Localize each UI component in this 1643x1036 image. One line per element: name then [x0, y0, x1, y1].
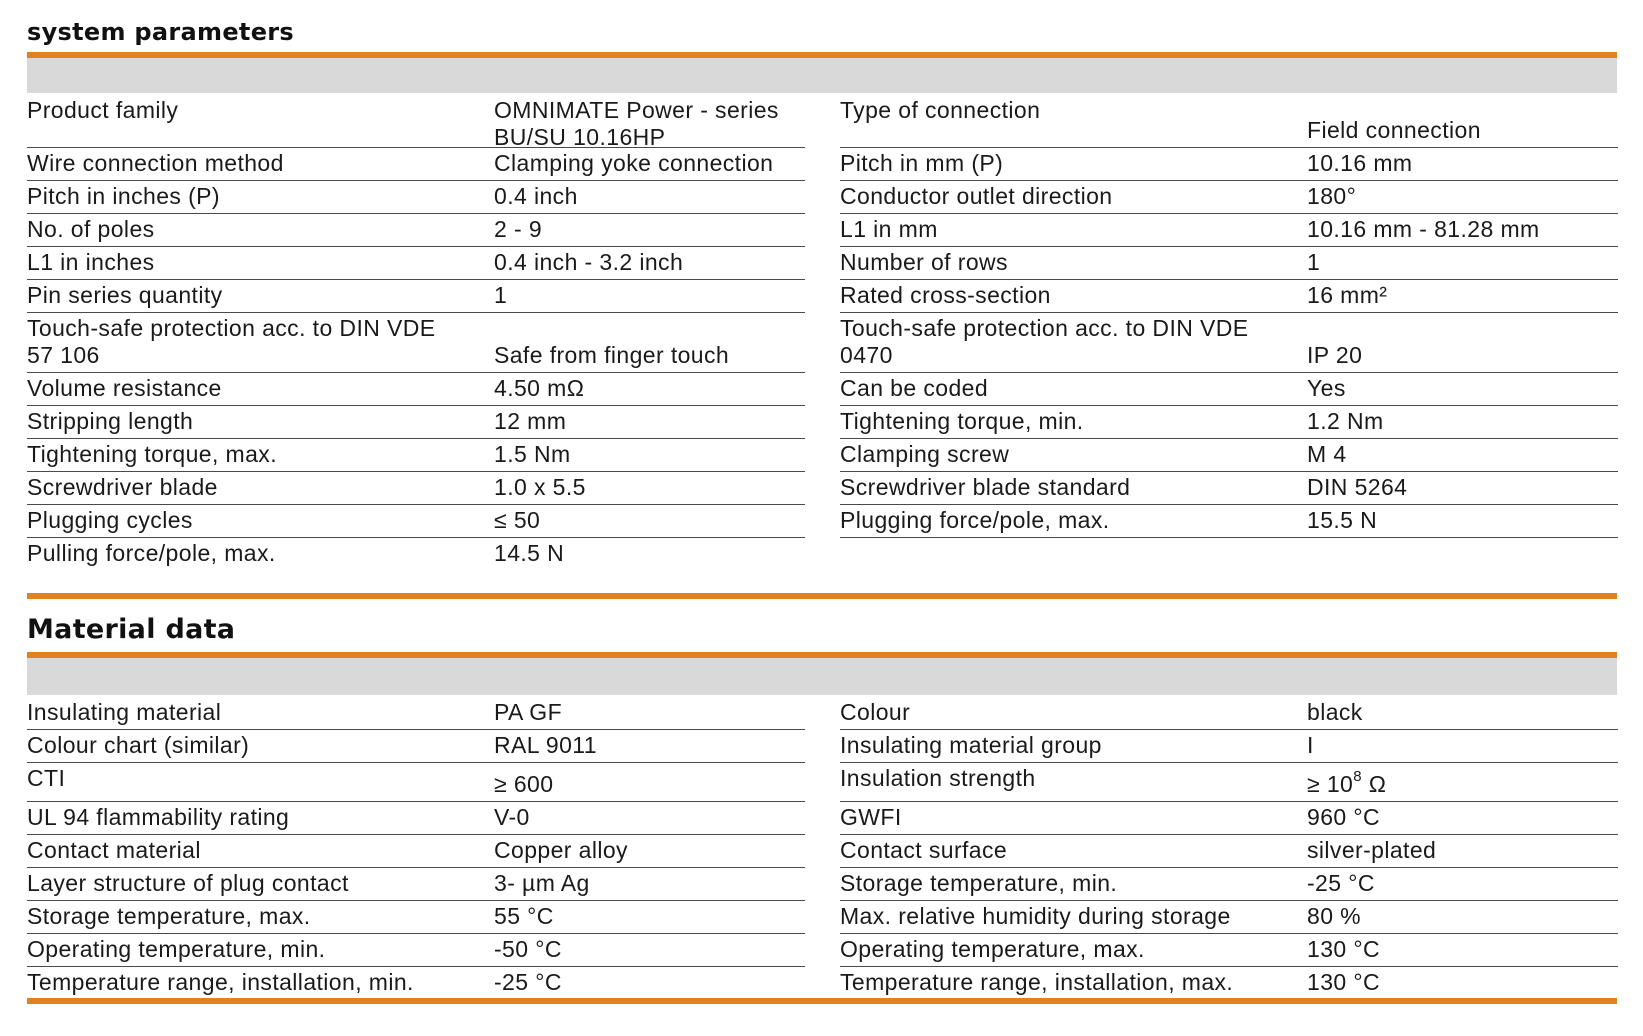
spec-row: [27, 835, 805, 868]
grey-header-band: [27, 58, 1617, 93]
spec-label: Touch-safe protection acc. to DIN VDE 0470: [840, 315, 1249, 368]
spec-value: 1.5 Nm: [494, 441, 571, 467]
spec-row: [27, 181, 805, 214]
spec-label: Layer structure of plug contact: [27, 870, 349, 896]
spec-row: [840, 472, 1618, 505]
spec-row: [27, 697, 805, 730]
spec-row: [27, 763, 805, 802]
spec-row: [840, 148, 1618, 181]
spec-row: [840, 406, 1618, 439]
spec-value: PA GF: [494, 699, 563, 725]
spec-row: [27, 868, 805, 901]
spec-row: [27, 95, 805, 148]
spec-label: Conductor outlet direction: [840, 183, 1113, 209]
orange-rule: [27, 593, 1617, 599]
spec-label: Tightening torque, min.: [840, 408, 1084, 434]
spec-value: 130 °C: [1307, 969, 1380, 995]
spec-label: Number of rows: [840, 249, 1008, 275]
spec-label: Operating temperature, min.: [27, 936, 326, 962]
spec-label: Pitch in inches (P): [27, 183, 220, 209]
spec-row: [840, 802, 1618, 835]
spec-label: UL 94 flammability rating: [27, 804, 290, 830]
spec-label: Stripping length: [27, 408, 194, 434]
spec-row: [27, 505, 805, 538]
spec-row: [840, 95, 1618, 148]
spec-row: [840, 373, 1618, 406]
spec-label: Plugging cycles: [27, 507, 193, 533]
spec-value: 0.4 inch - 3.2 inch: [494, 249, 684, 275]
spec-label: Type of connection: [840, 97, 1041, 123]
spec-label: Insulating material: [27, 699, 222, 725]
spec-label: Insulating material group: [840, 732, 1102, 758]
spec-value: Copper alloy: [494, 837, 628, 863]
spec-label: Tightening torque, max.: [27, 441, 277, 467]
section-title-system: system parameters: [27, 18, 294, 46]
spec-row: [840, 214, 1618, 247]
spec-label: GWFI: [840, 804, 902, 830]
spec-label: Can be coded: [840, 375, 989, 401]
spec-row: [27, 406, 805, 439]
spec-value: 0.4 inch: [494, 183, 578, 209]
spec-value: -50 °C: [494, 936, 562, 962]
spec-value: 960 °C: [1307, 804, 1380, 830]
spec-label: Pin series quantity: [27, 282, 223, 308]
material-left-column: [27, 697, 805, 999]
spec-value: silver-plated: [1307, 837, 1437, 863]
spec-row: [27, 472, 805, 505]
spec-row: [840, 313, 1618, 373]
spec-value: 1: [1307, 249, 1321, 275]
spec-row: [27, 967, 805, 999]
value-exponent: 8: [1353, 768, 1362, 786]
spec-row: [840, 868, 1618, 901]
orange-rule: [27, 998, 1617, 1004]
spec-label: Temperature range, installation, max.: [840, 969, 1234, 995]
spec-value: I: [1307, 732, 1314, 758]
spec-value: Field connection: [1307, 117, 1481, 143]
spec-label: Volume resistance: [27, 375, 222, 401]
spec-row: [840, 835, 1618, 868]
spec-label: Max. relative humidity during storage: [840, 903, 1231, 929]
spec-value: 55 °C: [494, 903, 554, 929]
system-left-column: [27, 95, 805, 570]
spec-label: Screwdriver blade: [27, 474, 218, 500]
spec-value: 2 - 9: [494, 216, 543, 242]
spec-label: Wire connection method: [27, 150, 284, 176]
spec-label: Colour chart (similar): [27, 732, 250, 758]
spec-value: RAL 9011: [494, 732, 597, 758]
spec-value: Yes: [1307, 375, 1346, 401]
spec-value: 1: [494, 282, 508, 308]
spec-label: Contact material: [27, 837, 201, 863]
spec-row: [27, 802, 805, 835]
value-base: ≥ 10: [1307, 771, 1354, 797]
spec-label: Pitch in mm (P): [840, 150, 1004, 176]
material-right-column: [840, 697, 1618, 999]
spec-row: [27, 148, 805, 181]
spec-value: 1.2 Nm: [1307, 408, 1384, 434]
spec-value: ≥ 600: [494, 771, 554, 797]
spec-label: Pulling force/pole, max.: [27, 540, 276, 566]
spec-value: 1.0 x 5.5: [494, 474, 586, 500]
spec-value: Safe from finger touch: [494, 342, 730, 368]
spec-label: Storage temperature, max.: [27, 903, 311, 929]
spec-row: [27, 214, 805, 247]
section-title-material: Material data: [27, 614, 236, 645]
spec-value-with-exponent: [1307, 769, 1618, 801]
spec-row: [840, 730, 1618, 763]
spec-row: [27, 313, 805, 373]
spec-row: [840, 934, 1618, 967]
spec-label: Insulation strength: [840, 765, 1036, 791]
spec-value: OMNIMATE Power - series BU/SU 10.16HP: [494, 97, 779, 150]
spec-row: [840, 901, 1618, 934]
spec-label: L1 in mm: [840, 216, 938, 242]
spec-value: 3- µm Ag: [494, 870, 590, 896]
spec-value: black: [1307, 699, 1363, 725]
spec-row: [840, 247, 1618, 280]
spec-row: [27, 373, 805, 406]
spec-value: -25 °C: [1307, 870, 1375, 896]
spec-label: Operating temperature, max.: [840, 936, 1145, 962]
spec-value: -25 °C: [494, 969, 562, 995]
spec-value: 130 °C: [1307, 936, 1380, 962]
spec-value: 10.16 mm: [1307, 150, 1413, 176]
system-right-column: [840, 95, 1618, 538]
spec-row: [27, 439, 805, 472]
grey-header-band: [27, 658, 1617, 695]
spec-label: Contact surface: [840, 837, 1008, 863]
spec-label: No. of poles: [27, 216, 155, 242]
spec-label: Rated cross-section: [840, 282, 1051, 308]
spec-row: [840, 763, 1618, 802]
spec-value: V-0: [494, 804, 530, 830]
spec-value: 180°: [1307, 183, 1357, 209]
spec-row: [840, 967, 1618, 999]
spec-value: 15.5 N: [1307, 507, 1378, 533]
spec-label: Storage temperature, min.: [840, 870, 1118, 896]
spec-value: 16 mm²: [1307, 282, 1388, 308]
spec-value: 12 mm: [494, 408, 567, 434]
spec-label: Plugging force/pole, max.: [840, 507, 1110, 533]
spec-label: Product family: [27, 97, 179, 123]
spec-row: [840, 280, 1618, 313]
spec-value: Clamping yoke connection: [494, 150, 774, 176]
value-unit: Ω: [1361, 771, 1387, 797]
spec-row: [27, 934, 805, 967]
spec-value: M 4: [1307, 441, 1347, 467]
spec-label: Touch-safe protection acc. to DIN VDE 57 106: [27, 315, 436, 368]
spec-value: 10.16 mm - 81.28 mm: [1307, 216, 1540, 242]
spec-value: 80 %: [1307, 903, 1362, 929]
spec-row: [27, 247, 805, 280]
spec-row: [27, 901, 805, 934]
spec-row: [840, 181, 1618, 214]
spec-label: Colour: [840, 699, 911, 725]
spec-label: Temperature range, installation, min.: [27, 969, 414, 995]
spec-value: 4.50 mΩ: [494, 375, 585, 401]
spec-label: Screwdriver blade standard: [840, 474, 1131, 500]
spec-value: IP 20: [1307, 342, 1363, 368]
spec-label: CTI: [27, 765, 66, 791]
spec-row: [840, 505, 1618, 538]
spec-row: [840, 439, 1618, 472]
spec-row: [27, 730, 805, 763]
spec-value: 14.5 N: [494, 540, 565, 566]
spec-value: DIN 5264: [1307, 474, 1408, 500]
spec-row: [840, 697, 1618, 730]
spec-row: [27, 538, 805, 570]
spec-label: L1 in inches: [27, 249, 155, 275]
spec-row: [27, 280, 805, 313]
spec-value: ≤ 50: [494, 507, 541, 533]
spec-label: Clamping screw: [840, 441, 1010, 467]
